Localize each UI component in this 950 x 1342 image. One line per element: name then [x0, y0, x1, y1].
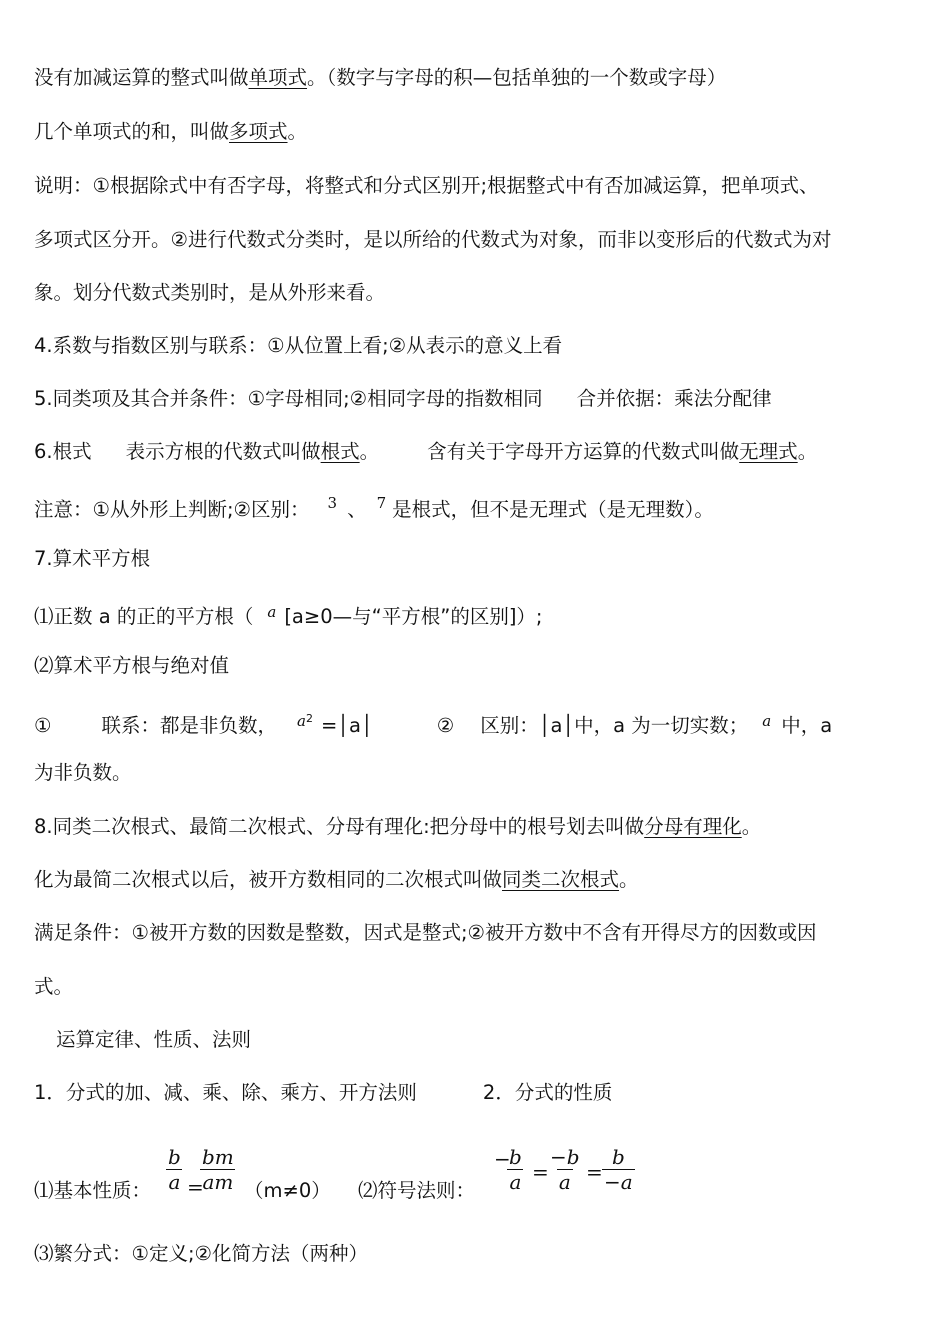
math-3: 3: [327, 494, 338, 512]
math-7: 7: [376, 494, 387, 512]
minus-sign: −: [494, 1147, 511, 1171]
line-item-7-1: [34, 603, 543, 632]
numerator: b: [168, 1145, 181, 1169]
text: 含有关于字母开方运算的代数式叫做: [427, 440, 740, 463]
numerator: −b: [550, 1145, 580, 1169]
line-item-7-2: ⑵算术平方根与绝对值: [34, 654, 230, 677]
text: 联系：都是非负数，: [101, 714, 277, 737]
fraction-b-over-neg-a: [602, 1145, 635, 1194]
line-note-3: 象。划分代数式类别时，是从外形来看。: [34, 281, 386, 304]
line-monomial-def: [34, 64, 726, 92]
text: 没有加减运算的整式叫做: [34, 66, 249, 89]
denominator: −a: [604, 1170, 633, 1194]
fraction-b-over-a: [166, 1145, 183, 1194]
equals-sign: =: [532, 1160, 549, 1184]
text: 。: [287, 120, 308, 143]
math-superscript: 2: [305, 712, 313, 725]
text: ①: [34, 714, 52, 737]
numerator: bm: [202, 1145, 234, 1169]
label-sign-rule: ⑵符号法则：: [358, 1179, 476, 1202]
term-similar-quadratic-radical: 同类二次根式: [502, 868, 620, 891]
term-monomial: 单项式: [248, 66, 308, 89]
line-item-8: [34, 813, 761, 841]
text: 化为最简二次根式以后，被开方数相同的二次根式叫做: [34, 868, 503, 891]
math-a: a: [267, 603, 277, 621]
fraction-b-over-a: [507, 1145, 524, 1194]
text: 中，a: [781, 714, 833, 737]
text: 。: [359, 440, 380, 463]
line-nonneg: 为非负数。: [34, 761, 132, 784]
line-relation: [34, 712, 832, 743]
line-polynomial-def: [34, 118, 307, 146]
condition-m-nonzero: （m≠0）: [244, 1179, 331, 1202]
term-radical: 根式: [320, 440, 360, 463]
line-similar-radical: [34, 866, 639, 894]
text: 区别：│a│中，a 为一切实数；: [480, 714, 749, 737]
denominator: am: [202, 1170, 234, 1194]
line-note-2: 多项式区分开。②进行代数式分类时，是以所给的代数式为对象，而非以变形后的代数式为对: [34, 228, 832, 251]
text: 。: [797, 440, 818, 463]
section-heading: 运算定律、性质、法则: [56, 1028, 252, 1051]
text: ⑴正数 a 的正的平方根（: [34, 605, 254, 628]
text: 、: [347, 498, 367, 521]
text: 6.根式: [34, 440, 92, 463]
text: 表示方根的代数式叫做: [125, 440, 321, 463]
math-a-squared: a: [297, 712, 306, 730]
line-item-4: 4.系数与指数区别与联系：①从位置上看;②从表示的意义上看: [34, 334, 563, 357]
fraction-bm-over-am: [200, 1145, 236, 1194]
text: 是根式，但不是无理式（是无理数）。: [392, 498, 714, 521]
denominator: a: [558, 1170, 571, 1194]
denominator: a: [168, 1170, 181, 1194]
text: 注意：①从外形上判断;②区别：: [34, 498, 310, 521]
term-polynomial: 多项式: [229, 120, 288, 143]
line-fraction-rules: [34, 1079, 612, 1107]
text: ②: [436, 714, 455, 737]
line-attention: [34, 496, 714, 525]
math-a: a: [762, 712, 772, 730]
term-irrational-expression: 无理式: [739, 440, 798, 463]
text: [a≥0—与“平方根”的区别]）;: [284, 605, 543, 628]
equals-sign: =: [187, 1175, 204, 1199]
line-complex-fraction: ⑶繁分式：①定义;②化简方法（两种）: [34, 1242, 369, 1265]
line-item-6: [34, 438, 817, 466]
text: 1．分式的加、减、乘、除、乘方、开方法则: [34, 1081, 417, 1104]
numerator: b: [611, 1145, 625, 1169]
numerator: b: [509, 1145, 522, 1169]
text: 。: [619, 868, 639, 891]
fraction-neg-b-over-a: [548, 1145, 582, 1194]
line-note-1: 说明：①根据除式中有否字母，将整式和分式区别开;根据整式中有否加减运算，把单项式、: [34, 174, 819, 197]
line-item-7: 7.算术平方根: [34, 547, 151, 570]
text: 合并依据：乘法分配律: [576, 387, 772, 410]
text: 几个单项式的和，叫做: [34, 120, 230, 143]
text: 5.同类项及其合并条件：①字母相同;②相同字母的指数相同: [34, 387, 543, 410]
text: 。: [741, 815, 762, 838]
line-item-5: [34, 385, 772, 413]
equals-sign: =: [586, 1160, 603, 1184]
denominator: a: [509, 1170, 522, 1194]
text: 2．分式的性质: [482, 1081, 613, 1104]
term-rationalize-denominator: 分母有理化: [644, 815, 742, 838]
label-basic-property: ⑴基本性质：: [34, 1179, 152, 1202]
text: =│a│: [320, 714, 373, 737]
text: 8.同类二次根式、最简二次根式、分母有理化:把分母中的根号划去叫做: [34, 815, 645, 838]
text: 。（数字与字母的积—包括单独的一个数或字母）: [307, 66, 727, 89]
line-conditions-1: 满足条件：①被开方数的因数是整数，因式是整式;②被开方数中不含有开得尽方的因数或因: [34, 921, 817, 944]
line-conditions-2: 式。: [34, 975, 74, 998]
